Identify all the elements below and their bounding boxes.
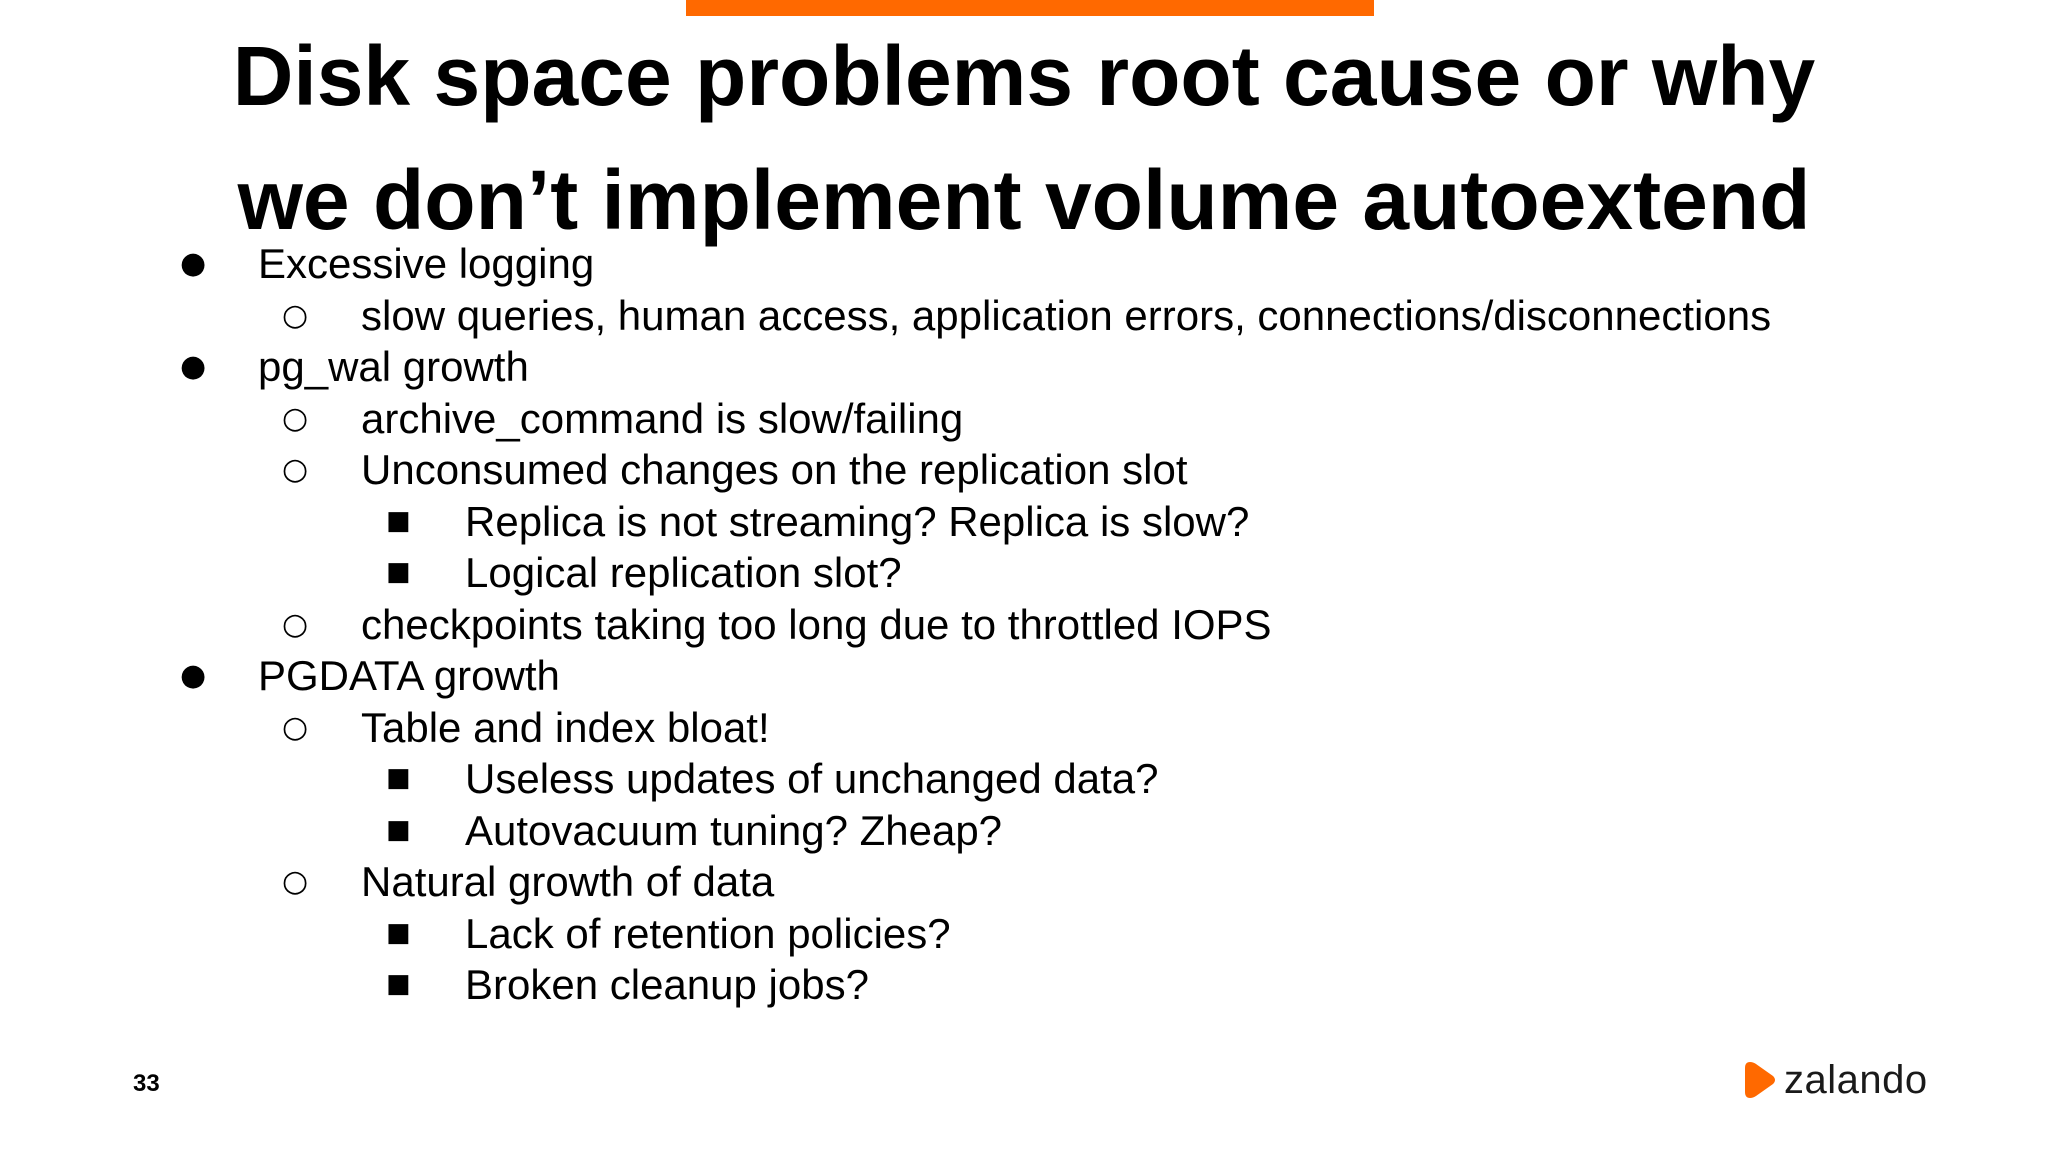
page-number: 33 <box>133 1070 160 1097</box>
bullet-marker: ○ <box>282 864 309 899</box>
bullet-list <box>0 238 2048 1011</box>
bullet-marker: ○ <box>282 297 309 333</box>
bullet-item <box>0 753 2048 805</box>
bullet-marker: ● <box>180 658 207 693</box>
bullet-text: Natural growth of data <box>361 858 775 905</box>
bullet-text: Useless updates of unchanged data? <box>465 755 1159 802</box>
bullet-item <box>0 238 2048 290</box>
zalando-logo <box>1742 1056 1928 1104</box>
bullet-text: Table and index bloat! <box>361 703 770 751</box>
bullet-marker: ○ <box>282 452 309 487</box>
bullet-text: checkpoints taking too long due to throttled IOPS <box>361 600 1272 648</box>
bullet-item <box>0 341 2048 393</box>
bullet-marker: ○ <box>282 606 309 642</box>
slide-title-line-1: Disk space problems root cause or why <box>232 29 1816 123</box>
bullet-text: Autovacuum tuning? Zheap? <box>465 806 1003 854</box>
bullet-marker: ■ <box>386 763 411 793</box>
bullet-marker: ○ <box>282 400 309 436</box>
bullet-item <box>0 959 2048 1011</box>
bullet-marker: ● <box>180 246 207 281</box>
bullet-text: Unconsumed changes on the replication slot <box>361 446 1188 493</box>
slide-title-line-2: we don’t implement volume autoextend <box>237 153 1811 247</box>
zalando-play-icon <box>1742 1060 1778 1100</box>
bullet-text: Lack of retention policies? <box>465 909 951 957</box>
bullet-marker: ■ <box>386 917 411 948</box>
bullet-item <box>0 444 2048 496</box>
bullet-item <box>0 599 2048 651</box>
bullet-marker: ● <box>180 349 207 384</box>
bullet-item <box>0 393 2048 445</box>
bullet-text: Logical replication slot? <box>465 549 902 596</box>
bullet-marker: ■ <box>386 505 411 536</box>
bullet-text: Replica is not streaming? Replica is slow? <box>465 497 1250 545</box>
bullet-item <box>0 290 2048 342</box>
bullet-text: PGDATA growth <box>258 652 560 699</box>
bullet-item <box>0 908 2048 960</box>
bullet-item <box>0 547 2048 599</box>
bullet-text: archive_command is slow/failing <box>361 394 964 442</box>
bullet-text: Excessive logging <box>258 240 595 287</box>
bullet-text: pg_wal growth <box>258 343 529 390</box>
bullet-item <box>0 805 2048 857</box>
bullet-marker: ○ <box>282 709 309 745</box>
bullet-item <box>0 496 2048 548</box>
bullet-marker: ■ <box>386 969 411 999</box>
bullet-text: Broken cleanup jobs? <box>465 961 869 1008</box>
bullet-text: slow queries, human access, application errors, connections/disconnections <box>361 291 1772 339</box>
bullet-item <box>0 650 2048 702</box>
bullet-marker: ■ <box>386 814 411 845</box>
slide-title <box>0 14 2048 262</box>
bullet-marker: ■ <box>386 557 411 587</box>
zalando-wordmark: zalando <box>1784 1057 1928 1102</box>
bullet-item <box>0 702 2048 754</box>
bullet-item <box>0 856 2048 908</box>
